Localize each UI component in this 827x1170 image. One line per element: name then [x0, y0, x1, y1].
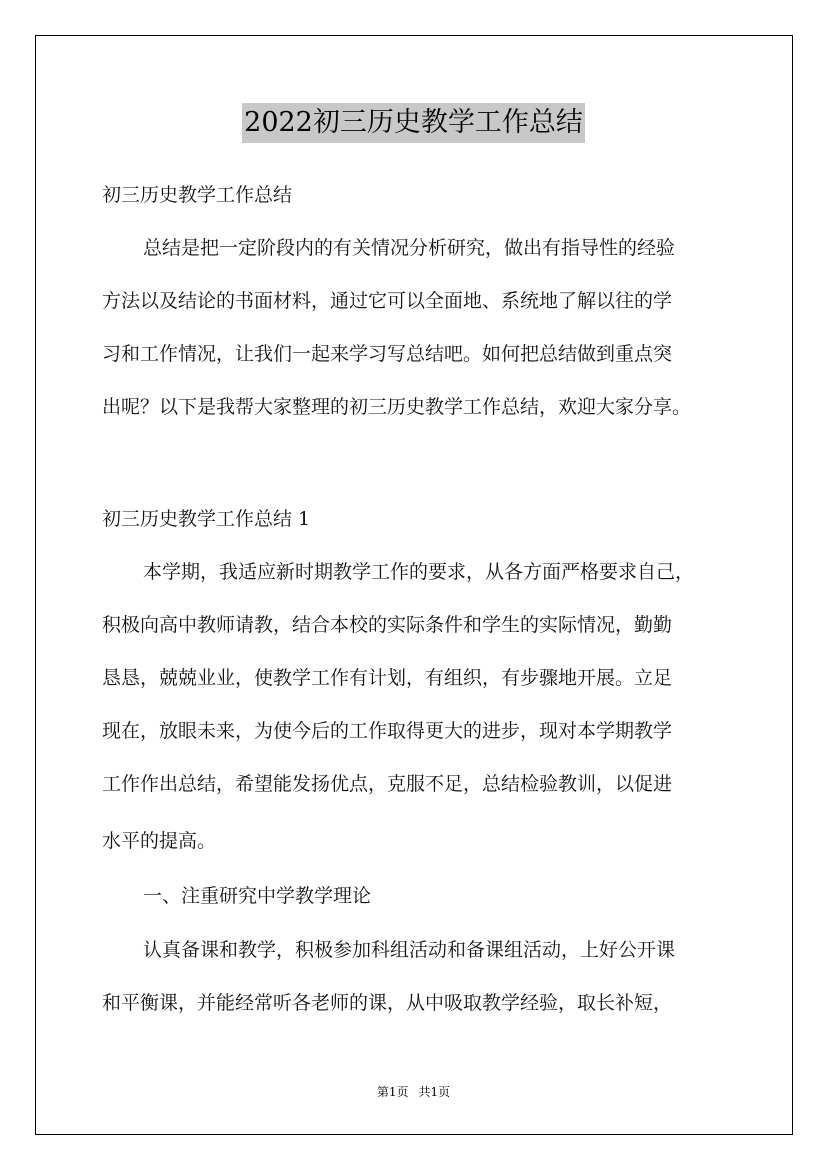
- paragraph-line: 认真备课和教学，积极参加科组活动和备课组活动，上好公开课: [143, 939, 676, 961]
- page-total: 共1页: [418, 1085, 451, 1099]
- subsection-heading: 一、注重研究中学教学理论: [143, 885, 372, 907]
- paragraph-line: 工作作出总结，希望能发扬优点，克服不足，总结检验教训，以促进: [102, 773, 673, 795]
- paragraph-line: 水平的提高。: [102, 830, 217, 852]
- paragraph-line: 本学期，我适应新时期教学工作的要求，从各方面严格要求自己，: [143, 561, 695, 583]
- title-area: [0, 103, 827, 143]
- document-title: 2022初三历史教学工作总结: [242, 103, 585, 143]
- page-footer: [0, 1083, 827, 1100]
- paragraph-line: 总结是把一定阶段内的有关情况分析研究，做出有指导性的经验: [143, 237, 676, 259]
- paragraph-line: 方法以及结论的书面材料，通过它可以全面地、系统地了解以往的学: [102, 290, 673, 312]
- section-heading: 初三历史教学工作总结 1: [102, 508, 311, 530]
- paragraph-line: 现在，放眼未来，为使今后的工作取得更大的进步，现对本学期教学: [102, 720, 673, 742]
- paragraph-line: 积极向高中教师请教，结合本校的实际条件和学生的实际情况，勤勤: [102, 614, 673, 636]
- paragraph-line: 出呢？以下是我帮大家整理的初三历史教学工作总结，欢迎大家分享。: [102, 396, 692, 418]
- paragraph-line: 恳恳，兢兢业业，使教学工作有计划，有组织，有步骤地开展。立足: [102, 667, 673, 689]
- page-number: 第1页: [376, 1085, 409, 1099]
- paragraph-line: 习和工作情况，让我们一起来学习写总结吧。如何把总结做到重点突: [102, 343, 673, 365]
- section-heading: 初三历史教学工作总结: [102, 184, 293, 206]
- paragraph-line: 和平衡课，并能经常听各老师的课，从中吸取教学经验，取长补短，: [102, 992, 673, 1014]
